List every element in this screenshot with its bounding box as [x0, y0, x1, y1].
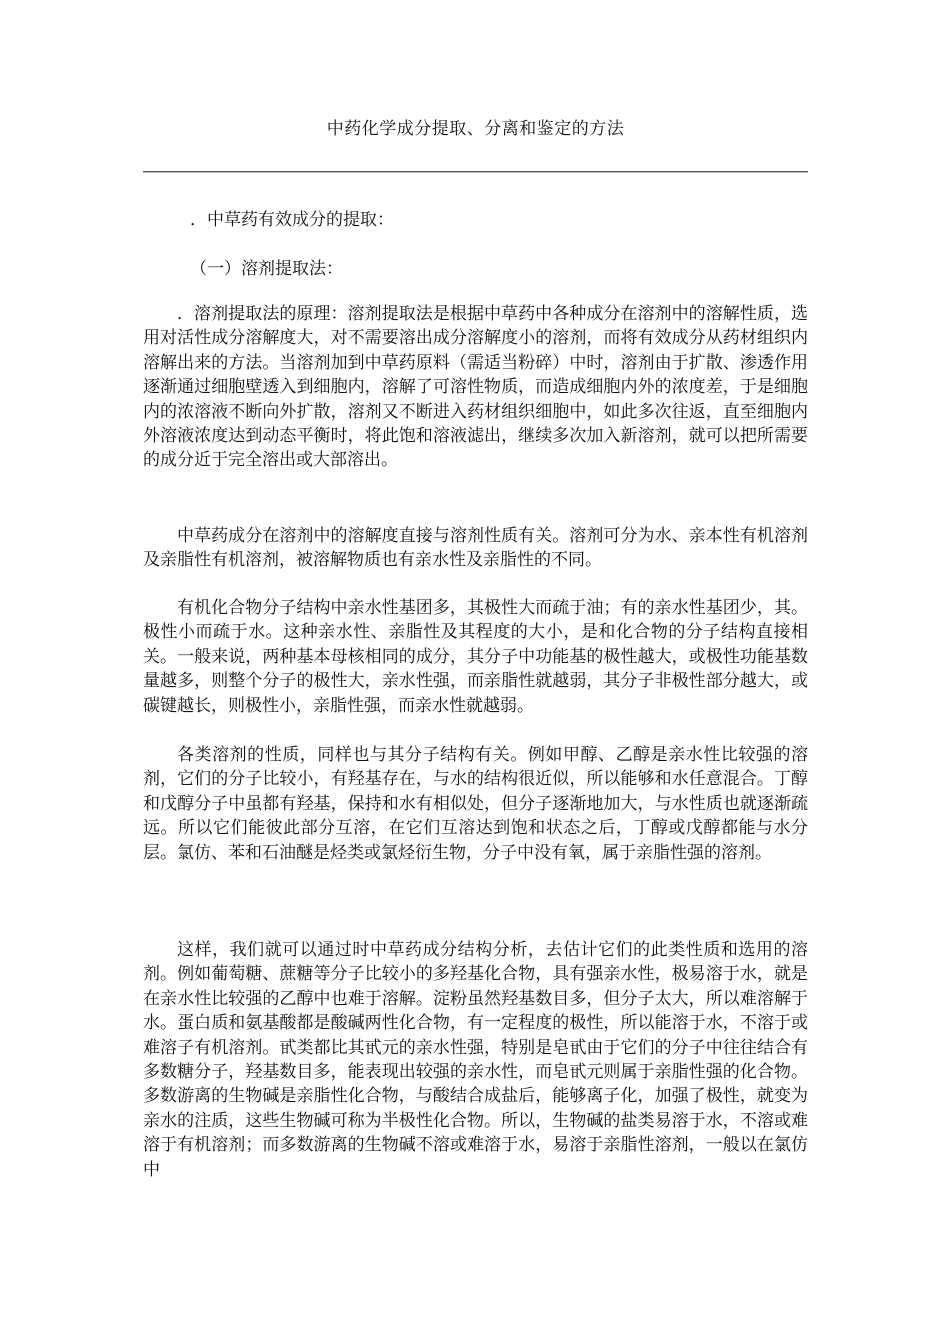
paragraph-solubility: 中草药成分在溶剂中的溶解度直接与溶剂性质有关。溶剂可分为水、亲本性有机溶剂及亲脂性有机溶剂，被溶解物质也有亲水性及亲脂性的不同。	[143, 526, 808, 571]
subsection-heading-solvent: （一）溶剂提取法：	[190, 259, 343, 279]
header-divider	[143, 171, 808, 173]
paragraph-polarity: 有机化合物分子结构中亲水性基团多，其极性大而疏于油；有的亲水性基团少，其。极性小而疏于水。这种亲水性、亲脂性及其程度的大小，是和化合物的分子结构直接相关。一般来说，两种基本母核相同的成分，其分子中功能基的极性越大，或极性功能基数量越多，则整个分子的极性大，亲水性强，而亲脂性就越弱，其分子非极性部分越大，或碳键越长，则极性小，亲脂性强，而亲水性就越弱。	[143, 598, 808, 716]
document-title: 中药化学成分提取、分离和鉴定的方法	[326, 119, 625, 139]
paragraph-structure-analysis: 这样，我们就可以通过时中草药成分结构分析，去估计它们的此类性质和选用的溶剂。例如葡萄糖、蔗糖等分子比较小的多羟基化合物，具有强亲水性，极易溶于水，就是在亲水性比较强的乙醇中也难于溶解。淀粉虽然羟基数目多，但分子太大，所以难溶解于水。蛋白质和氨基酸都是酸碱两性化合物，有一定程度的极性，所以能溶于水，不溶于或难溶子有机溶剂。甙类都比其甙元的亲水性强，特别是皂甙由于它们的分子中往往结合有多数糖分子，羟基数目多，能表现出较强的亲水性，而皂甙元则属于亲脂性强的化合物。多数游离的生物碱是亲脂性化合物，与酸结合成盐后，能够离子化，加强了极性，就变为亲水的注质，这些生物碱可称为半极性化合物。所以，生物碱的盐类易溶于水，不溶或难溶于有机溶剂；而多数游离的生物碱不溶或难溶于水，易溶于亲脂性溶剂，一般以在氯仿中	[143, 940, 808, 1180]
paragraph-principle: ．溶剂提取法的原理：溶剂提取法是根据中草药中各种成分在溶剂中的溶解性质，选用对活性成分溶解度大，对不需要溶出成分溶解度小的溶剂，而将有效成分从药材组织内溶解出来的方法。当溶剂加到中草药原料（需适当粉碎）中时，溶剂由于扩散、渗透作用逐渐通过细胞壁透入到细胞内，溶解了可溶性物质，而造成细胞内外的浓度差，于是细胞内的浓溶液不断向外扩散，溶剂又不断进入药材组织细胞中，如此多次往返，直至细胞内外溶液浓度达到动态平衡时，将此饱和溶液滤出，继续多次加入新溶剂，就可以把所需要的成分近于完全溶出或大部溶出。	[143, 304, 808, 471]
paragraph-solvent-properties: 各类溶剂的性质，同样也与其分子结构有关。例如甲醇、乙醇是亲水性比较强的溶剂，它们的分子比较小，有羟基存在，与水的结构很近似，所以能够和水任意混合。丁醇和戊醇分子中虽都有羟基，保持和水有相似处，但分子逐渐地加大，与水性质也就逐渐疏远。所以它们能彼此部分互溶，在它们互溶达到饱和状态之后，丁醇或戊醇都能与水分层。氯仿、苯和石油醚是烃类或氯烃衍生物，分子中没有氧，属于亲脂性强的溶剂。	[143, 745, 808, 863]
section-heading-extraction: ．中草药有效成分的提取：	[190, 210, 394, 230]
